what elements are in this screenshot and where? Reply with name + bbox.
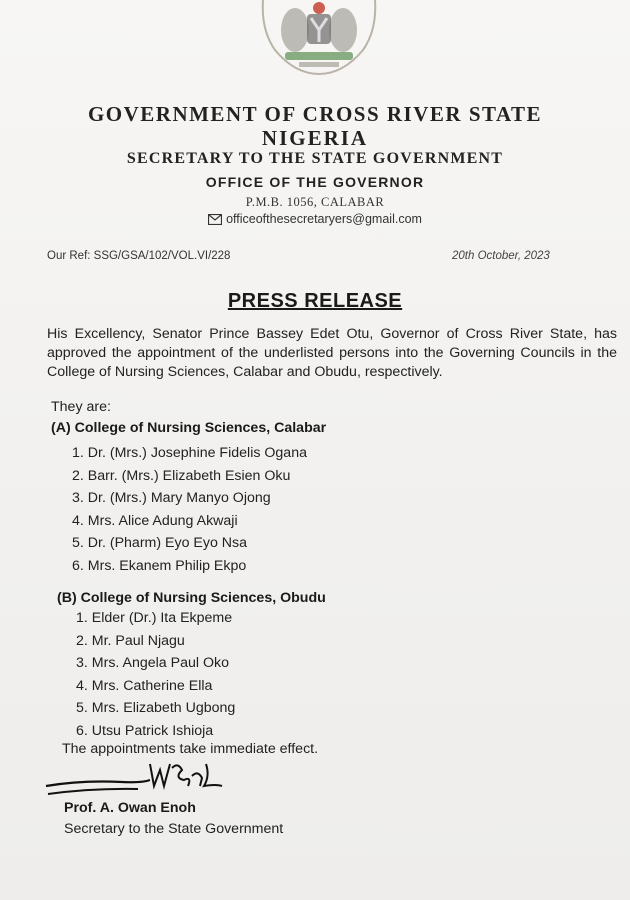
header-government: GOVERNMENT OF CROSS RIVER STATE: [87, 102, 543, 126]
header-secretary: SECRETARY TO THE STATE GOVERNMENT: [126, 150, 504, 167]
envelope-icon: [208, 214, 222, 225]
reference-number: Our Ref: SSG/GSA/102/VOL.VI/228: [47, 250, 231, 262]
list-item: 3. Dr. (Mrs.) Mary Manyo Ojong: [72, 490, 271, 506]
list-item: 5. Dr. (Pharm) Eyo Eyo Nsa: [72, 535, 248, 551]
header-email: [0, 212, 630, 226]
coat-of-arms-icon: [255, 0, 383, 76]
they-are-label: They are:: [51, 399, 111, 415]
list-item: 5. Mrs. Elizabeth Ugbong: [76, 700, 236, 716]
closing-statement: The appointments take immediate effect.: [62, 741, 319, 757]
section-b-list: [76, 607, 235, 742]
page-title: PRESS RELEASE: [227, 290, 403, 312]
section-a-list: [72, 442, 307, 577]
list-item: 1. Dr. (Mrs.) Josephine Fidelis Ogana: [72, 445, 307, 461]
signatory-name: Prof. A. Owan Enoh: [64, 800, 196, 816]
section-a-heading: (A) College of Nursing Sciences, Calabar: [51, 420, 327, 436]
header-office: OFFICE OF THE GOVERNOR: [205, 174, 425, 190]
email-address: officeofthesecretaryers@gmail.com: [226, 212, 422, 226]
list-item: 1. Elder (Dr.) Ita Ekpeme: [76, 610, 233, 626]
list-item: 6. Mrs. Ekanem Philip Ekpo: [72, 557, 247, 574]
section-b-heading: (B) College of Nursing Sciences, Obudu: [57, 590, 326, 606]
header-country: NIGERIA: [261, 126, 369, 150]
list-item: 2. Mr. Paul Njagu: [76, 632, 185, 649]
signature-image: [42, 756, 242, 802]
signatory-role: Secretary to the State Government: [64, 821, 284, 837]
list-item: 6. Utsu Patrick Ishioja: [76, 722, 214, 739]
list-item: 4. Mrs. Catherine Ella: [76, 677, 213, 694]
header-address: P.M.B. 1056, CALABAR: [245, 195, 385, 209]
body-paragraph: His Excellency, Senator Prince Bassey Edet Otu, Governor of Cross River State, has approved the appointment of the underlisted persons into the Governing Councils in the College of Nursing Sciences, Calabar and Obudu, respectively.: [47, 326, 617, 380]
list-item: 2. Barr. (Mrs.) Elizabeth Esien Oku: [72, 467, 291, 484]
release-date: 20th October, 2023: [452, 250, 550, 262]
list-item: 4. Mrs. Alice Adung Akwaji: [72, 512, 238, 529]
list-item: 3. Mrs. Angela Paul Oko: [76, 655, 229, 671]
